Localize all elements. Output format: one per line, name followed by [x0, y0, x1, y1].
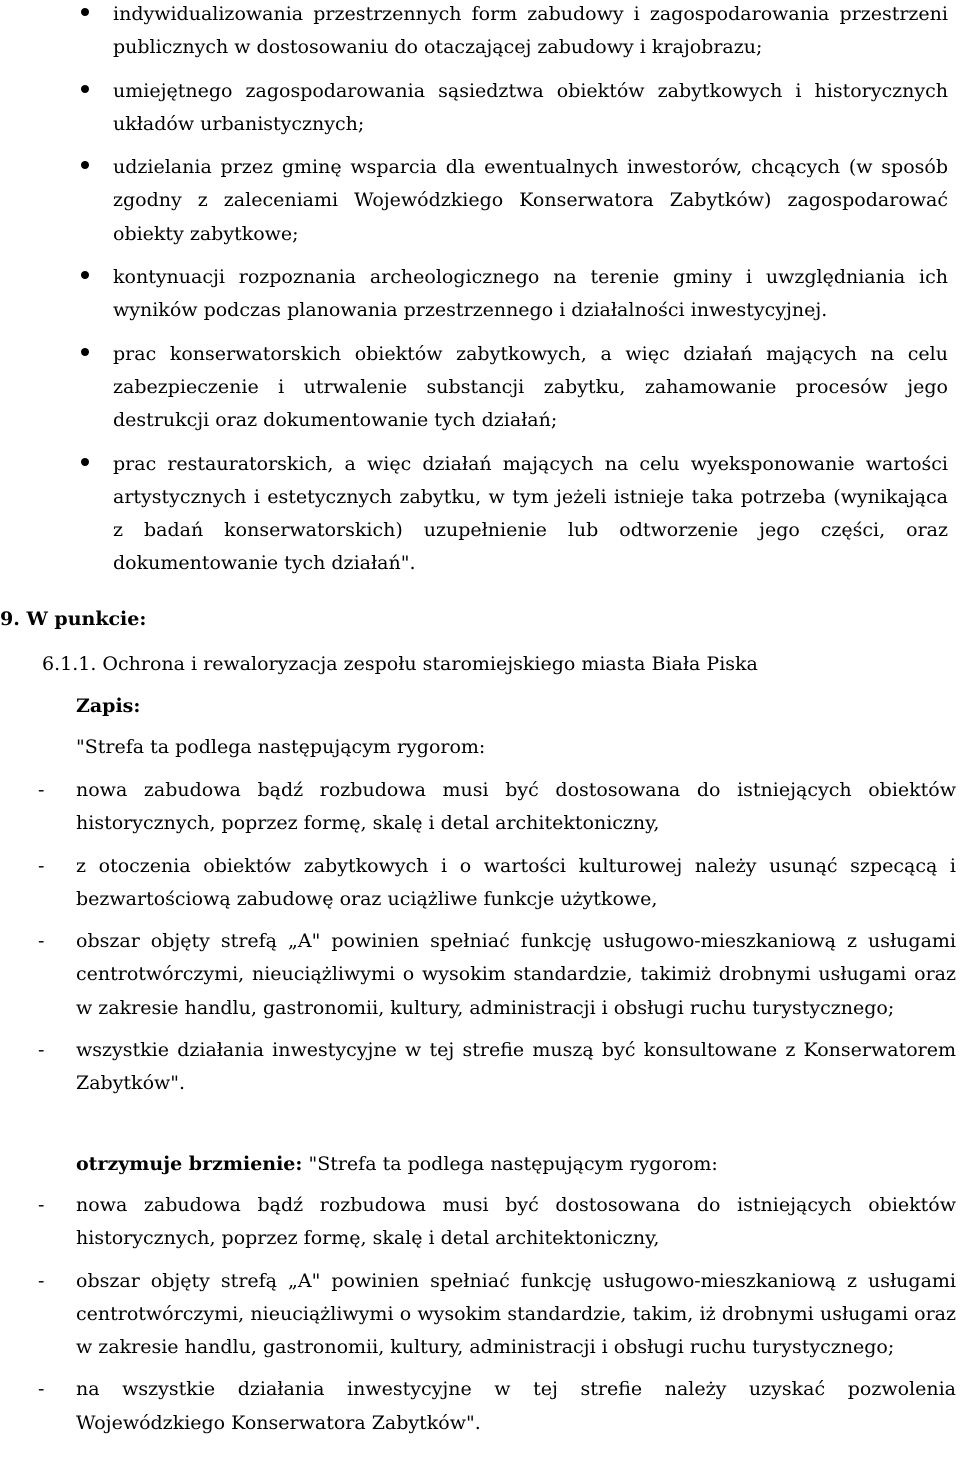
list-item [38, 1373, 956, 1440]
bullet-text: prac konserwatorskich obiektów zabytkowych, a więc działań mających na celu zabezpieczenie i utrwalenie substancji zabytku, zahamowanie procesów jego destrukcji oraz dokumentowanie tych działań; [113, 342, 948, 432]
list-item-text: nowa zabudowa bądź rozbudowa musi być dostosowana do istniejących obiektów historycznych, poprzez formę, skalę i detal architektoniczny, [76, 779, 956, 835]
dash-marker: - [38, 1039, 45, 1062]
list-item [38, 1189, 956, 1256]
dash-marker: - [38, 779, 45, 801]
list-item [38, 774, 956, 841]
list-item [38, 1265, 956, 1365]
list-item [38, 925, 956, 1025]
zapis-intro: "Strefa ta podlega następującym rygorom: [76, 736, 486, 758]
zapis-list [0, 774, 960, 1110]
section-number-heading: 9. W punkcie: [0, 608, 147, 630]
bullet-text: umiejętnego zagospodarowania sąsiedztwa obiektów zabytkowych i historycznych układów urbanistycznych; [113, 79, 948, 135]
dash-marker: - [38, 854, 45, 877]
list-item [113, 338, 948, 438]
list-item [113, 151, 948, 251]
dash-marker: - [38, 1194, 45, 1216]
new-wording-label: otrzymuje brzmienie: [76, 1153, 303, 1175]
bullet-icon [81, 458, 89, 466]
dash-marker: - [38, 1378, 45, 1401]
new-wording-intro [76, 1148, 718, 1181]
bullet-text: indywidualizowania przestrzennych form zabudowy i zagospodarowania przestrzeni publicznych w dostosowaniu do otaczającej zabudowy i krajobrazu; [113, 3, 948, 59]
bullet-icon [81, 348, 89, 356]
dash-marker: - [38, 1269, 45, 1292]
list-item [113, 75, 948, 142]
dash-marker: - [38, 930, 45, 953]
bullet-list [0, 0, 960, 591]
list-item-text: na wszystkie działania inwestycyjne w tej strefie należy uzyskać pozwolenia Wojewódzkiego Konserwatora Zabytków". [76, 1378, 956, 1434]
list-item-text: wszystkie działania inwestycyjne w tej strefie muszą być konsultowane z Konserwatorem Zabytków". [76, 1039, 956, 1095]
section-subheading: 6.1.1. Ochrona i rewaloryzacja zespołu staromiejskiego miasta Biała Piska [42, 653, 758, 675]
list-item [38, 1034, 956, 1101]
list-item [113, 261, 948, 328]
new-wording-intro-text: "Strefa ta podlega następującym rygorom: [302, 1153, 718, 1175]
bullet-text: kontynuacji rozpoznania archeologicznego na terenie gminy i uwzględniania ich wyników podczas planowania przestrzennego i działalności inwestycyjnej. [113, 266, 948, 322]
list-item [113, 448, 948, 581]
bullet-icon [81, 271, 89, 279]
bullet-text: prac restauratorskich, a więc działań mających na celu wyeksponowanie wartości artystycznych i estetycznych zabytku, w tym jeżeli istnieje taka potrzeba (wynikająca z badań konserwatorskich) uzupełnienie lub odtworzenie jego części, oraz dokumentowanie tych działań". [113, 452, 948, 575]
list-item-text: nowa zabudowa bądź rozbudowa musi być dostosowana do istniejących obiektów historycznych, poprzez formę, skalę i detal architektoniczny, [76, 1194, 956, 1250]
list-item-text: z otoczenia obiektów zabytkowych i o wartości kulturowej należy usunąć szpecącą i bezwartościową zabudowę oraz uciążliwe funkcje użytkowe, [76, 854, 956, 910]
bullet-icon [81, 8, 89, 16]
list-item [38, 850, 956, 917]
list-item-text: obszar objęty strefą „A" powinien spełniać funkcję usługowo-mieszkaniową z usługami centrotwórczymi, nieuciążliwymi o wysokim standardzie, takimiż drobnymi usługami oraz w zakresie handlu, gastronomii, kultury, administracji i obsługi ruchu turystycznego; [76, 930, 956, 1019]
bullet-icon [81, 161, 89, 169]
bullet-text: udzielania przez gminę wsparcia dla ewentualnych inwestorów, chcących (w sposób zgodny z zaleceniami Wojewódzkiego Konserwatora Zabytków) zagospodarować obiekty zabytkowe; [113, 156, 948, 245]
bullet-icon [81, 85, 89, 93]
new-wording-list [0, 1189, 960, 1449]
list-item [113, 0, 948, 65]
list-item-text: obszar objęty strefą „A" powinien spełniać funkcję usługowo-mieszkaniową z usługami centrotwórczymi, nieuciążliwymi o wysokim standardzie, takim, iż drobnymi usługami oraz w zakresie handlu, gastronomii, kultury, administracji i obsługi ruchu turystycznego; [76, 1269, 956, 1359]
zapis-label: Zapis: [76, 695, 141, 717]
